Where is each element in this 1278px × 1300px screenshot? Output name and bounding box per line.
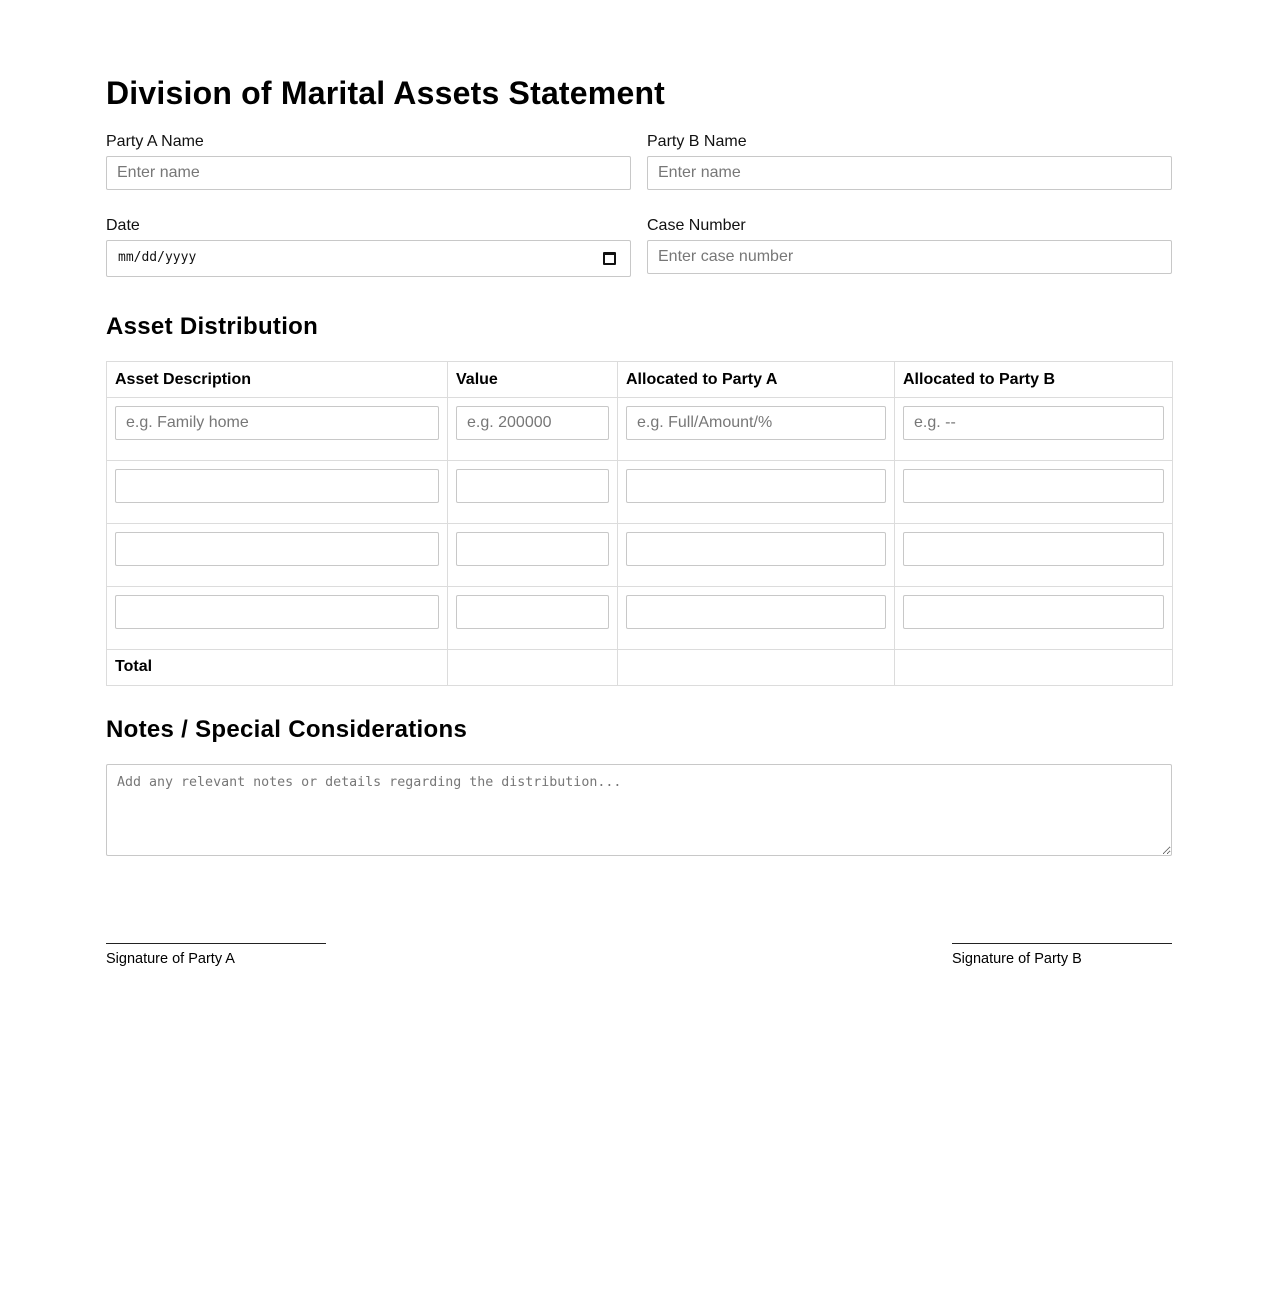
asset-value-input[interactable]: [456, 532, 609, 566]
allocated-party-b-input[interactable]: [903, 595, 1164, 629]
column-header-value: Value: [448, 362, 618, 398]
date-placeholder: mm/dd/yyyy: [118, 250, 197, 265]
asset-value-input[interactable]: [456, 595, 609, 629]
asset-description-input[interactable]: [115, 406, 439, 440]
column-header-allocated-party-a: Allocated to Party A: [618, 362, 895, 398]
notes-heading: Notes / Special Considerations: [106, 716, 468, 743]
party-a-name-field: [106, 133, 631, 190]
date-field: [106, 217, 631, 277]
signature-party-b: [952, 943, 1172, 968]
case-number-label: Case Number: [647, 217, 746, 234]
signature-party-a: [106, 943, 326, 968]
party-b-name-field: [647, 133, 1172, 190]
page-title: Division of Marital Assets Statement: [106, 75, 666, 111]
column-header-allocated-party-b: Allocated to Party B: [895, 362, 1173, 398]
party-b-name-label: Party B Name: [647, 133, 747, 150]
notes-textarea[interactable]: [106, 764, 1172, 856]
allocated-party-b-input[interactable]: [903, 532, 1164, 566]
table-header-row: [107, 362, 1173, 398]
party-a-name-input[interactable]: [106, 156, 631, 190]
signature-line-party-a: [106, 943, 326, 944]
table-row: [107, 587, 1173, 650]
table-row: [107, 524, 1173, 587]
date-input[interactable]: [106, 240, 631, 277]
total-row: [107, 650, 1173, 686]
asset-description-input[interactable]: [115, 469, 439, 503]
total-party-b: [895, 650, 1173, 686]
asset-distribution-heading: Asset Distribution: [106, 313, 319, 340]
allocated-party-a-input[interactable]: [626, 469, 886, 503]
signature-line-party-b: [952, 943, 1172, 944]
asset-description-input[interactable]: [115, 595, 439, 629]
asset-value-input[interactable]: [456, 406, 609, 440]
case-number-field: [647, 217, 1172, 274]
allocated-party-a-input[interactable]: [626, 595, 886, 629]
total-value: [448, 650, 618, 686]
table-row: [107, 398, 1173, 461]
asset-distribution-table: [106, 361, 1173, 686]
allocated-party-a-input[interactable]: [626, 532, 886, 566]
asset-description-input[interactable]: [115, 532, 439, 566]
signature-label-party-a: Signature of Party A: [106, 951, 235, 967]
table-row: [107, 461, 1173, 524]
total-party-a: [618, 650, 895, 686]
total-label: Total: [107, 650, 448, 686]
signature-label-party-b: Signature of Party B: [952, 951, 1082, 967]
asset-value-input[interactable]: [456, 469, 609, 503]
column-header-asset-description: Asset Description: [107, 362, 448, 398]
allocated-party-b-input[interactable]: [903, 406, 1164, 440]
date-label: Date: [106, 217, 140, 234]
party-b-name-input[interactable]: [647, 156, 1172, 190]
allocated-party-b-input[interactable]: [903, 469, 1164, 503]
case-number-input[interactable]: [647, 240, 1172, 274]
party-a-name-label: Party A Name: [106, 133, 204, 150]
calendar-icon[interactable]: [603, 252, 616, 265]
allocated-party-a-input[interactable]: [626, 406, 886, 440]
